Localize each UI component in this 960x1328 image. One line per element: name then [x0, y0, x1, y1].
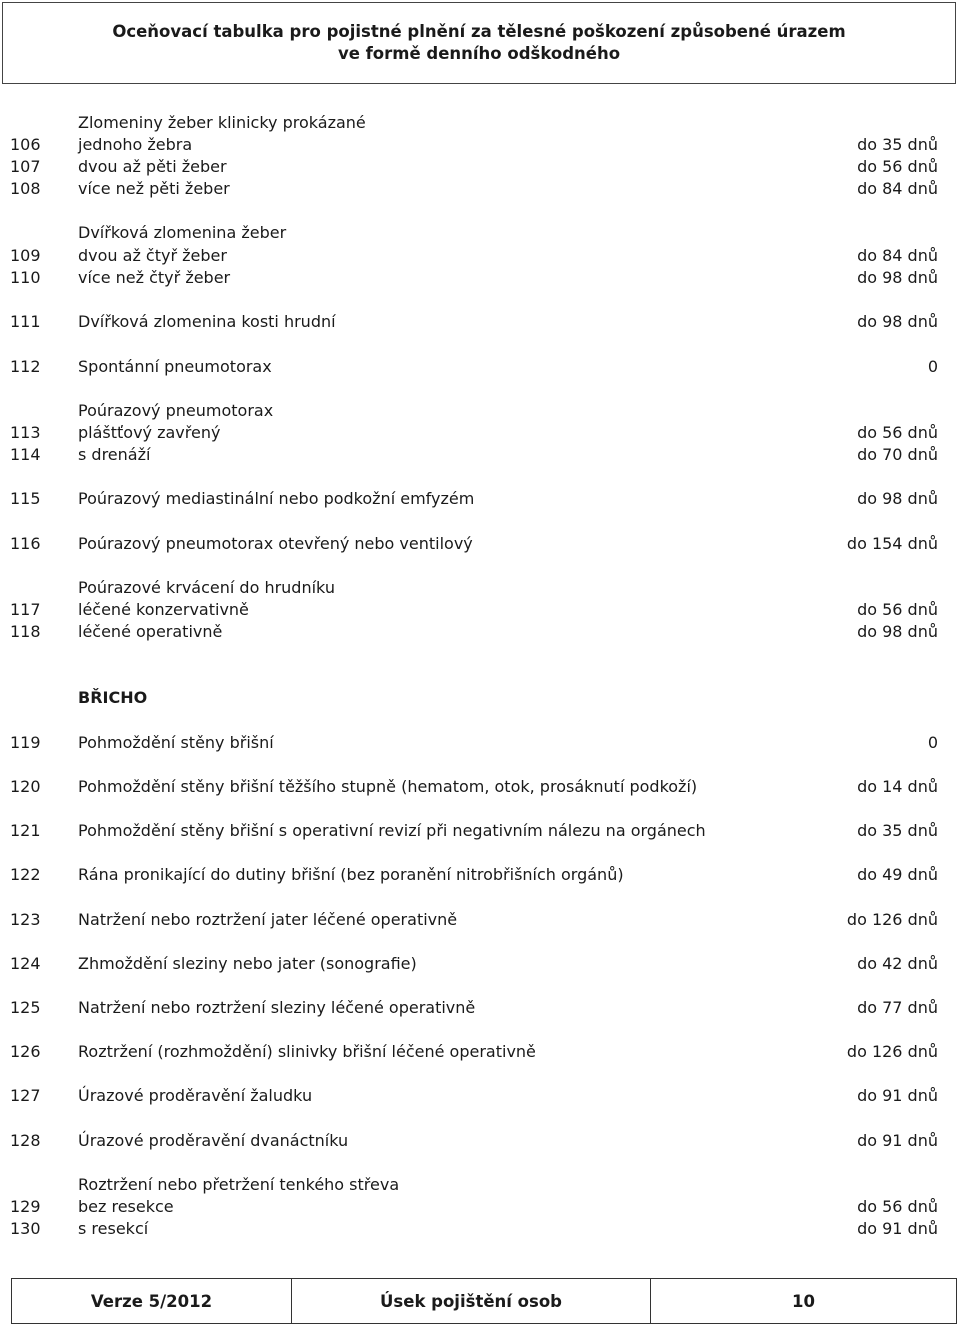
row-number: 116 [10, 534, 41, 553]
row-number: 128 [10, 1131, 41, 1150]
row-number: 111 [10, 312, 41, 331]
row-description: více než pěti žeber [78, 179, 230, 198]
table-row [0, 245, 960, 267]
row-description: Roztržení (rozhmoždění) slinivky břišní léčené operativně [78, 1042, 536, 1061]
row-description: Úrazové proděravění dvanáctníku [78, 1131, 349, 1150]
row-number: 108 [10, 179, 41, 198]
document-header [2, 2, 956, 84]
row-number: 122 [10, 865, 41, 884]
row-description: Rána pronikající do dutiny břišní (bez poranění nitrobřišních orgánů) [78, 865, 624, 884]
row-description: jednoho žebra [78, 135, 193, 154]
row-description: Pohmoždění stěny břišní těžšího stupně (hematom, otok, prosáknutí podkoží) [78, 777, 698, 796]
row-description: Úrazové proděravění žaludku [78, 1086, 313, 1105]
table-row [0, 356, 960, 378]
row-value: do 56 dnů [857, 423, 938, 442]
row-value: do 98 dnů [857, 489, 938, 508]
row-description: pláštťový zavřený [78, 423, 221, 442]
row-number: 107 [10, 157, 41, 176]
row-description: Poúrazový pneumotorax otevřený nebo ventilový [78, 534, 473, 553]
row-value: do 77 dnů [857, 998, 938, 1017]
row-description: Poúrazový mediastinální nebo podkožní emfyzém [78, 489, 475, 508]
table-row [0, 621, 960, 643]
row-value: do 35 dnů [857, 821, 938, 840]
page-footer [11, 1278, 957, 1324]
table-row [0, 909, 960, 931]
table-row [0, 134, 960, 156]
row-number: 127 [10, 1086, 41, 1105]
table-row [0, 1196, 960, 1218]
row-number: 106 [10, 135, 41, 154]
row-description: Zlomeniny žeber klinicky prokázané [78, 113, 366, 132]
row-value: do 98 dnů [857, 268, 938, 287]
row-description: léčené operativně [78, 622, 223, 641]
row-value: do 42 dnů [857, 954, 938, 973]
table-row [0, 1130, 960, 1152]
section-title: BŘICHO [78, 688, 148, 707]
row-description: Pohmoždění stěny břišní [78, 733, 274, 752]
table-row [0, 997, 960, 1019]
table-row [0, 1041, 960, 1063]
row-number: 121 [10, 821, 41, 840]
row-description: léčené konzervativně [78, 600, 249, 619]
table-row [0, 444, 960, 466]
row-description: Spontánní pneumotorax [78, 357, 272, 376]
footer-department: Úsek pojištění osob [292, 1279, 651, 1323]
table-row [0, 1174, 960, 1196]
row-value: do 56 dnů [857, 157, 938, 176]
table-row [0, 864, 960, 886]
row-number: 112 [10, 357, 41, 376]
row-description: s resekcí [78, 1219, 149, 1238]
row-description: Dvířková zlomenina kosti hrudní [78, 312, 336, 331]
row-description: s drenáží [78, 445, 151, 464]
row-number: 117 [10, 600, 41, 619]
row-value: do 84 dnů [857, 246, 938, 265]
table-row [0, 1085, 960, 1107]
row-description: Natržení nebo roztržení sleziny léčené operativně [78, 998, 476, 1017]
row-description: dvou až čtyř žeber [78, 246, 227, 265]
table-row [0, 311, 960, 333]
row-number: 129 [10, 1197, 41, 1216]
table-row [0, 267, 960, 289]
row-description: bez resekce [78, 1197, 174, 1216]
row-value: do 84 dnů [857, 179, 938, 198]
row-value: do 91 dnů [857, 1219, 938, 1238]
row-number: 110 [10, 268, 41, 287]
table-row [0, 156, 960, 178]
row-description: více než čtyř žeber [78, 268, 231, 287]
row-value: 0 [927, 357, 938, 376]
footer-version: Verze 5/2012 [12, 1279, 292, 1323]
row-value: do 70 dnů [857, 445, 938, 464]
row-number: 126 [10, 1042, 41, 1061]
row-number: 109 [10, 246, 41, 265]
row-value: do 14 dnů [857, 777, 938, 796]
row-value: do 35 dnů [857, 135, 938, 154]
table-row [0, 222, 960, 244]
row-description: Natržení nebo roztržení jater léčené operativně [78, 910, 458, 929]
row-number: 118 [10, 622, 41, 641]
row-description: Dvířková zlomenina žeber [78, 223, 287, 242]
table-row [0, 1218, 960, 1240]
row-number: 130 [10, 1219, 41, 1238]
row-description: Poúrazové krvácení do hrudníku [78, 578, 335, 597]
row-value: do 56 dnů [857, 600, 938, 619]
table-row [0, 488, 960, 510]
row-value: do 154 dnů [846, 534, 938, 553]
table-row [0, 732, 960, 754]
row-value: do 98 dnů [857, 312, 938, 331]
table-row [0, 577, 960, 599]
row-number: 115 [10, 489, 41, 508]
row-description: Roztržení nebo přetržení tenkého střeva [78, 1175, 400, 1194]
row-number: 124 [10, 954, 41, 973]
table-row [0, 953, 960, 975]
row-value: 0 [927, 733, 938, 752]
row-number: 113 [10, 423, 41, 442]
table-row [0, 776, 960, 798]
row-number: 125 [10, 998, 41, 1017]
row-value: do 49 dnů [857, 865, 938, 884]
table-row [0, 599, 960, 621]
row-description: dvou až pěti žeber [78, 157, 227, 176]
section-heading [0, 687, 960, 709]
table-row [0, 178, 960, 200]
table-row [0, 112, 960, 134]
table-row [0, 533, 960, 555]
header-title-line2: ve formě denního odškodného [337, 44, 621, 63]
row-description: Poúrazový pneumotorax [78, 401, 274, 420]
row-number: 120 [10, 777, 41, 796]
header-title-line1: Oceňovací tabulka pro pojistné plnění za tělesné poškození způsobené úrazem [112, 22, 846, 41]
row-value: do 126 dnů [846, 1042, 938, 1061]
footer-page-number: 10 [792, 1291, 815, 1311]
row-value: do 98 dnů [857, 622, 938, 641]
row-description: Zhmoždění sleziny nebo jater (sonografie) [78, 954, 417, 973]
row-number: 119 [10, 733, 41, 752]
table-row [0, 820, 960, 842]
row-description: Pohmoždění stěny břišní s operativní revizí při negativním nálezu na orgánech [78, 821, 706, 840]
row-number: 123 [10, 910, 41, 929]
row-value: do 91 dnů [857, 1086, 938, 1105]
table-row [0, 422, 960, 444]
row-value: do 126 dnů [846, 910, 938, 929]
row-value: do 56 dnů [857, 1197, 938, 1216]
row-number: 114 [10, 445, 41, 464]
table-row [0, 400, 960, 422]
row-value: do 91 dnů [857, 1131, 938, 1150]
